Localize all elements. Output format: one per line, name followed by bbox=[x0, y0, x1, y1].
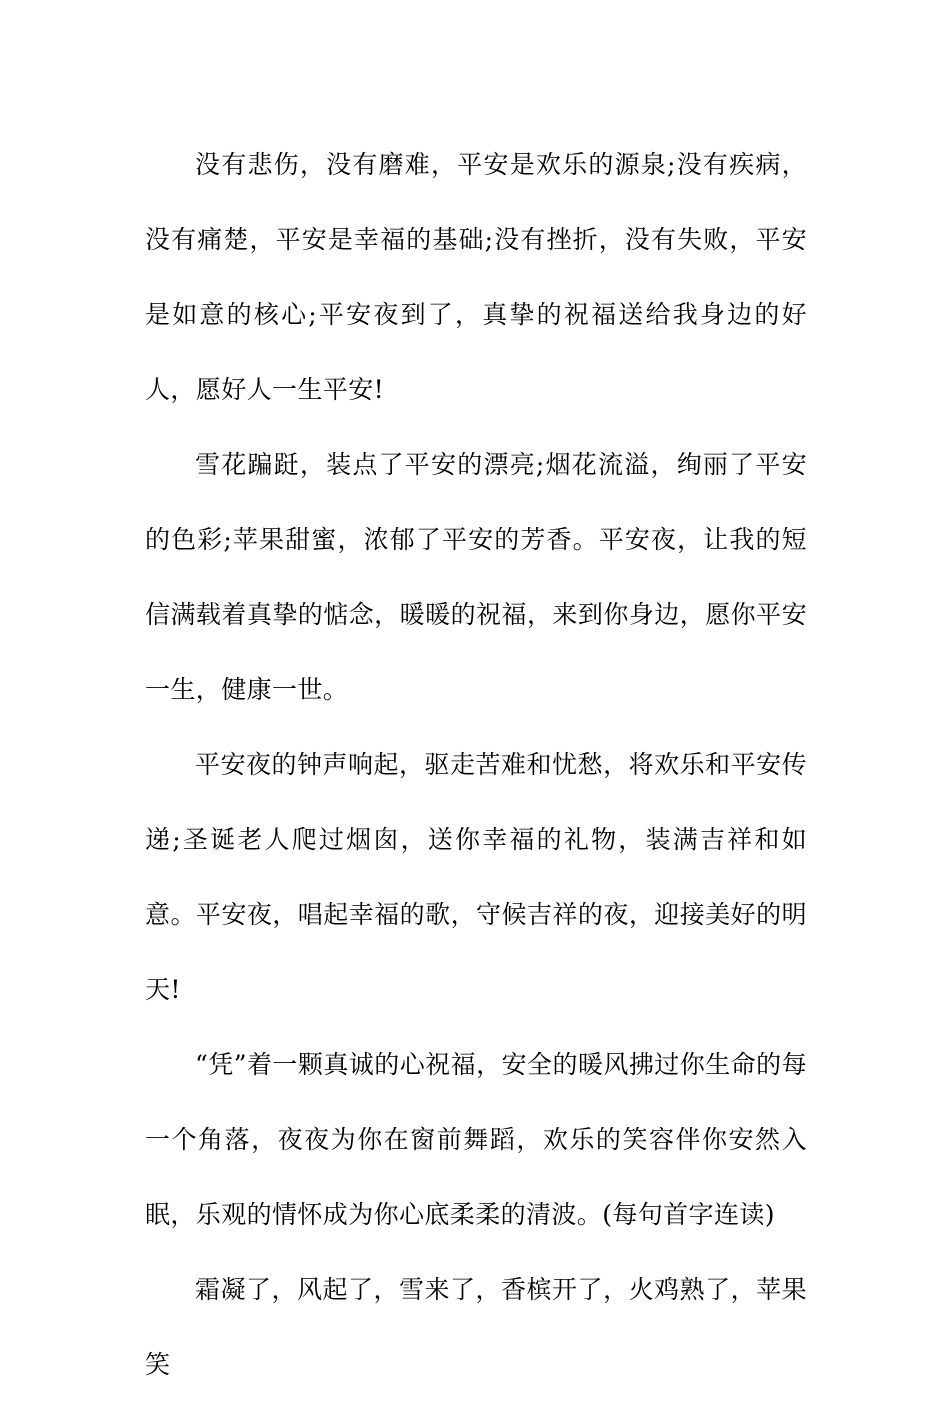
paragraph: 雪花蹁跹，装点了平安的漂亮;烟花流溢，绚丽了平安的色彩;苹果甜蜜，浓郁了平安的芳香。平安夜，让我的短信满载着真挚的惦念，暖暖的祝福，来到你身边，愿你平安一生，健康一世。 bbox=[145, 450, 807, 704]
paragraph: 霜凝了，风起了，雪来了，香槟开了，火鸡熟了，苹果笑 bbox=[145, 1275, 807, 1379]
paragraph: 平安夜的钟声响起，驱走苦难和忧愁，将欢乐和平安传递;圣诞老人爬过烟囱，送你幸福的礼物，装满吉祥和如意。平安夜，唱起幸福的歌，守候吉祥的夜，迎接美好的明天! bbox=[145, 750, 807, 1004]
paragraph: 没有悲伤，没有磨难，平安是欢乐的源泉;没有疾病，没有痛楚，平安是幸福的基础;没有挫折，没有失败，平安是如意的核心;平安夜到了，真挚的祝福送给我身边的好人，愿好人一生平安! bbox=[145, 150, 807, 404]
document-body bbox=[145, 127, 807, 1402]
paragraph: “凭”着一颗真诚的心祝福，安全的暖风拂过你生命的每一个角落，夜夜为你在窗前舞蹈，欢乐的笑容伴你安然入眠，乐观的情怀成为你心底柔柔的清波。(每句首字连读) bbox=[145, 1050, 807, 1229]
